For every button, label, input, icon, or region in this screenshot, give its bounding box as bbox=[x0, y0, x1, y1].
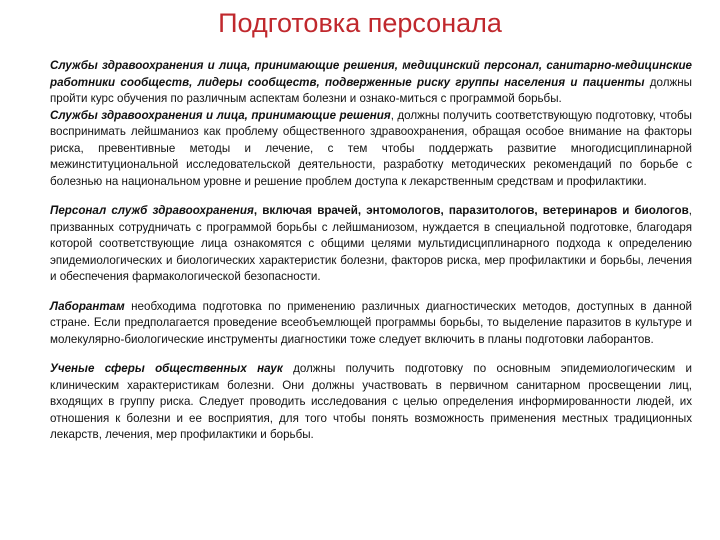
paragraph-1-text: должны пройти курс обучения по различным аспектам болезни и ознако-миться с программой борьбы. bbox=[50, 75, 692, 105]
paragraph-4 bbox=[50, 299, 692, 349]
paragraph-4-text: необходима подготовка по применению различных диагностических методов, доступных в данной стране. Если предполагается проведение всеобъемлющей программы борьбы, то выделение паразитов в культуре и молекулярно-биологические инструменты диагностики тоже следует включить в планы подготовки лаборантов. bbox=[50, 299, 692, 346]
paragraph-3-text: , призванных сотрудничать с программой борьбы с лейшманиозом, нуждается в специальной подготовке, благодаря которой соответствующие лица ознакомятся с общими целями мультидисциплинарного подхода к определению эпидемиологических и биологических характеристик болезни, факторов риска, мер профилактики и борьбы, лечения и обеспечения фармакологической безопасности. bbox=[50, 204, 692, 283]
paragraph-5-text: должны получить подготовку по основным эпидемиологическим и клиническим характеристикам болезни. Они должны участвовать в первичном санитарном просвещении лиц, входящих в группу риска. Следует проводить исследования с целью определения информированности людей, их отношения к болезни и ее восприятия, для того чтобы понять возможность применения местных традиционных лекарств, лечения, мер профилактики и борьбы. bbox=[50, 362, 692, 441]
paragraph-2 bbox=[50, 108, 692, 191]
paragraph-3-emphasis: Персонал служб здравоохранения bbox=[50, 204, 254, 217]
paragraph-3-emphasis-2: , включая врачей, энтомологов, паразитологов, ветеринаров и биологов bbox=[253, 204, 689, 217]
slide-title: Подготовка персонала bbox=[218, 8, 502, 38]
paragraph-2-emphasis: Службы здравоохранения и лица, принимающие решения bbox=[50, 108, 391, 122]
paragraph-3 bbox=[50, 203, 692, 286]
paragraph-1-emphasis: Службы здравоохранения и лица, принимающие решения, медицинский персонал, санитарно-медицинские работники сообществ, лидеры сообществ, подверженные риску группы населения и пациенты bbox=[50, 59, 692, 89]
paragraph-4-emphasis: Лаборантам bbox=[50, 299, 125, 313]
text-body bbox=[50, 58, 692, 444]
paragraph-5-emphasis: Ученые сферы общественных наук bbox=[50, 362, 283, 375]
paragraph-2-text: , должны получить соответствующую подготовку, чтобы воспринимать лейшманиоз как проблему общественного здравоохранения, обращая особое внимание на факторы риска, превентивные методы и лечение, с тем чтобы поддержать развитие многодисциплинарной межинституциональной исследовательской деятельности, разработку методических рекомендаций по борьбе с болезнью на национальном уровне и решение проблем доступа к лекарственным средствам и профилактики. bbox=[50, 108, 692, 188]
paragraph-1 bbox=[50, 58, 692, 108]
paragraph-5 bbox=[50, 361, 692, 444]
